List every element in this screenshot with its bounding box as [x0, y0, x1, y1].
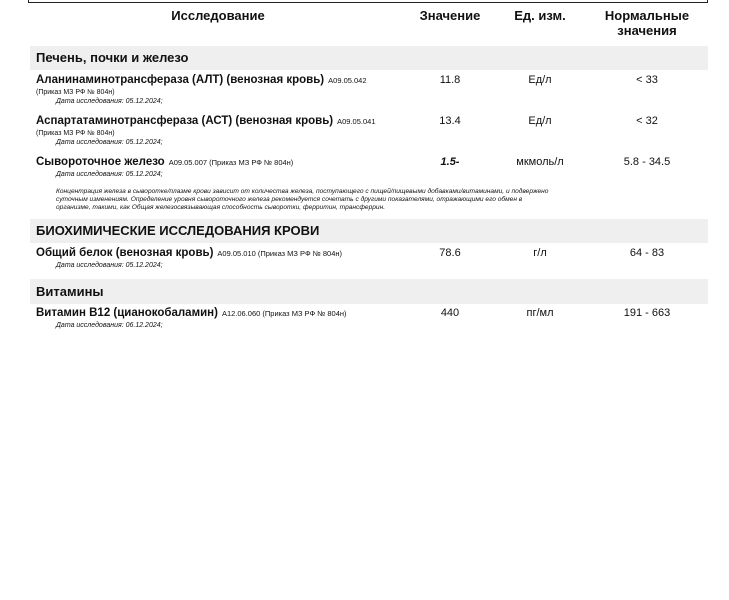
section-biochem: БИОХИМИЧЕСКИЕ ИССЛЕДОВАНИЯ КРОВИ — [30, 219, 708, 243]
test-name: Витамин B12 (цианокобаламин) A12.06.060 (Приказ МЗ РФ № 804н) — [36, 307, 347, 319]
test-order: (Приказ МЗ РФ № 804н) — [36, 89, 115, 96]
test-name: Аланинаминотрансфераза (АЛТ) (венозная кровь) A09.05.042 — [36, 74, 367, 86]
test-value: 11.8 — [439, 74, 461, 86]
test-unit: Ед/л — [528, 115, 552, 127]
test-value: 78.6 — [439, 247, 461, 259]
note-line: Концентрация железа в сыворотке/плазме крови зависит от количества железа, поступающего с пищей/пищевыми добавками/витаминами, и подвержено — [56, 188, 549, 195]
table-row-total-protein — [36, 246, 708, 270]
test-unit: Ед/л — [528, 74, 552, 86]
note-line: суточным изменениям. Определение уровня сывороточного железа рекомендуется сочетать с другими показателями, отражающими его обмен в — [56, 196, 523, 204]
test-norm: 5.8 - 34.5 — [623, 156, 671, 168]
column-header-study: Исследование — [171, 8, 265, 23]
table-row-iron — [36, 155, 708, 179]
test-date: Дата исследования: 06.12.2024; — [56, 322, 163, 329]
test-code: A09.05.042 — [328, 76, 367, 85]
test-value-abnormal: 1.5- — [440, 156, 460, 168]
note-line: организме, такими, как Общая железосвязывающая способность сыворотки, ферритин, трансферрин. — [56, 204, 386, 212]
table-row-vitamin-b12 — [36, 306, 708, 330]
test-date: Дата исследования: 05.12.2024; — [56, 98, 163, 105]
test-norm: 64 - 83 — [629, 247, 665, 259]
test-norm: < 32 — [636, 115, 658, 127]
test-unit: пг/мл — [526, 307, 554, 319]
test-value: 13.4 — [439, 115, 461, 127]
test-date: Дата исследования: 05.12.2024; — [56, 171, 163, 178]
test-name: Аспартатаминотрансфераза (АСТ) (венозная кровь) A09.05.041 — [36, 115, 376, 127]
column-header-value: Значение — [419, 8, 481, 23]
column-header-norm: Нормальные значения — [604, 8, 690, 38]
table-row-ast — [36, 114, 708, 147]
section-liver: Печень, почки и железо — [30, 46, 708, 70]
test-code: A09.05.007 (Приказ МЗ РФ № 804н) — [168, 158, 294, 167]
test-name: Общий белок (венозная кровь) A09.05.010 (Приказ МЗ РФ № 804н) — [36, 247, 343, 259]
test-date: Дата исследования: 05.12.2024; — [56, 139, 163, 146]
test-name: Сывороточное железо A09.05.007 (Приказ МЗ РФ № 804н) — [36, 156, 294, 168]
test-code: A09.05.041 — [337, 117, 376, 126]
test-unit: г/л — [533, 247, 547, 259]
section-vitamins: Витамины — [30, 279, 708, 304]
column-header-unit: Ед. изм. — [514, 8, 566, 23]
test-date: Дата исследования: 05.12.2024; — [56, 262, 163, 269]
table-frame-top — [28, 0, 708, 3]
test-code: A12.06.060 (Приказ МЗ РФ № 804н) — [221, 309, 347, 318]
iron-note — [56, 188, 708, 213]
test-unit: мкмоль/л — [516, 156, 564, 168]
test-value: 440 — [440, 307, 460, 319]
table-row-alt — [36, 73, 708, 106]
test-order: (Приказ МЗ РФ № 804н) — [36, 130, 115, 137]
test-norm: 191 - 663 — [623, 307, 671, 319]
test-code: A09.05.010 (Приказ МЗ РФ № 804н) — [217, 249, 343, 258]
test-norm: < 33 — [636, 74, 658, 86]
